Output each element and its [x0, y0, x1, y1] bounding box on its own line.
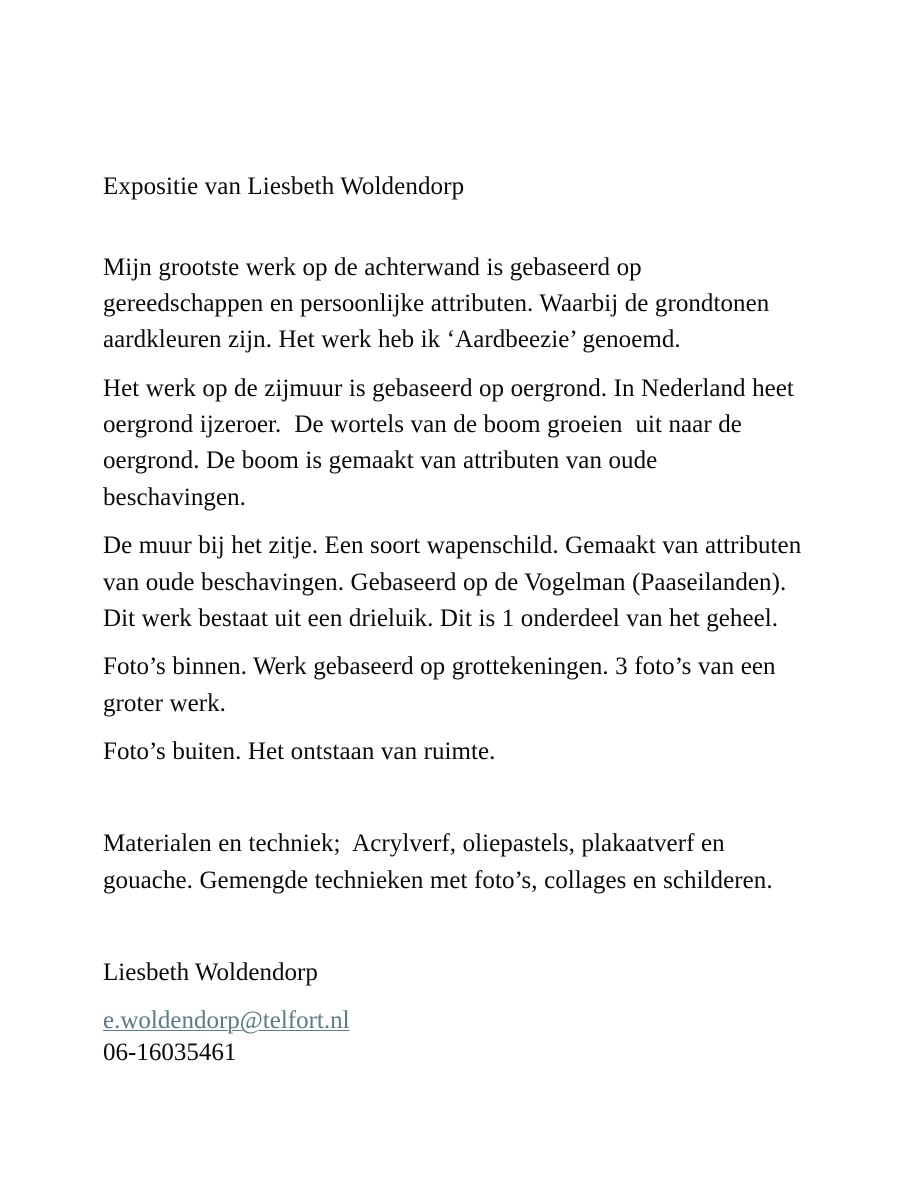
signature-phone: 06-16035461: [103, 1039, 237, 1067]
paragraph-achterwand: Mijn grootste werk op de achterwand is gebaseerd op gereedschappen en persoonlijke attributen. Waarbij de grondtonen aardkleuren zijn. Het werk heb ik ‘Aardbeezie’ genoemd.: [103, 253, 776, 354]
paragraph-fotos-binnen: Foto’s binnen. Werk gebaseerd op grottekeningen. 3 foto’s van een groter werk.: [103, 653, 783, 717]
title-body-spacer: [103, 204, 803, 250]
materials-spacer: [103, 782, 803, 826]
paragraph-fotos-buiten: Foto’s buiten. Het ontstaan van ruimte.: [103, 738, 496, 765]
document-body: [103, 171, 808, 1070]
signature-spacer: [103, 911, 803, 955]
signature-email-line: [103, 1005, 803, 1038]
email-link[interactable]: e.woldendorp@telfort.nl: [103, 1006, 350, 1034]
paragraph-zijmuur: Het werk op de zijmuur is gebaseerd op oergrond. In Nederland heet oergrond ijzeroer. De wortels van de boom groeien uit naar de oergrond. De boom is gemaakt van attributen van oude beschavingen.: [103, 374, 801, 511]
signature-name: Liesbeth Woldendorp: [103, 959, 318, 987]
page-title: Expositie van Liesbeth Woldendorp: [103, 173, 465, 200]
paragraph-materialen-techniek: Materialen en techniek; Acrylverf, oliepastels, plakaatverf en gouache. Gemengde technieken met foto’s, collages en schilderen.: [103, 830, 773, 894]
paragraph-wapenschild: De muur bij het zitje. Een soort wapenschild. Gemaakt van attributen van oude beschavingen. Gebaseerd op de Vogelman (Paaseilanden). Dit werk bestaat uit een drieluik. Dit is 1 onderdeel van het geheel.: [103, 532, 808, 632]
